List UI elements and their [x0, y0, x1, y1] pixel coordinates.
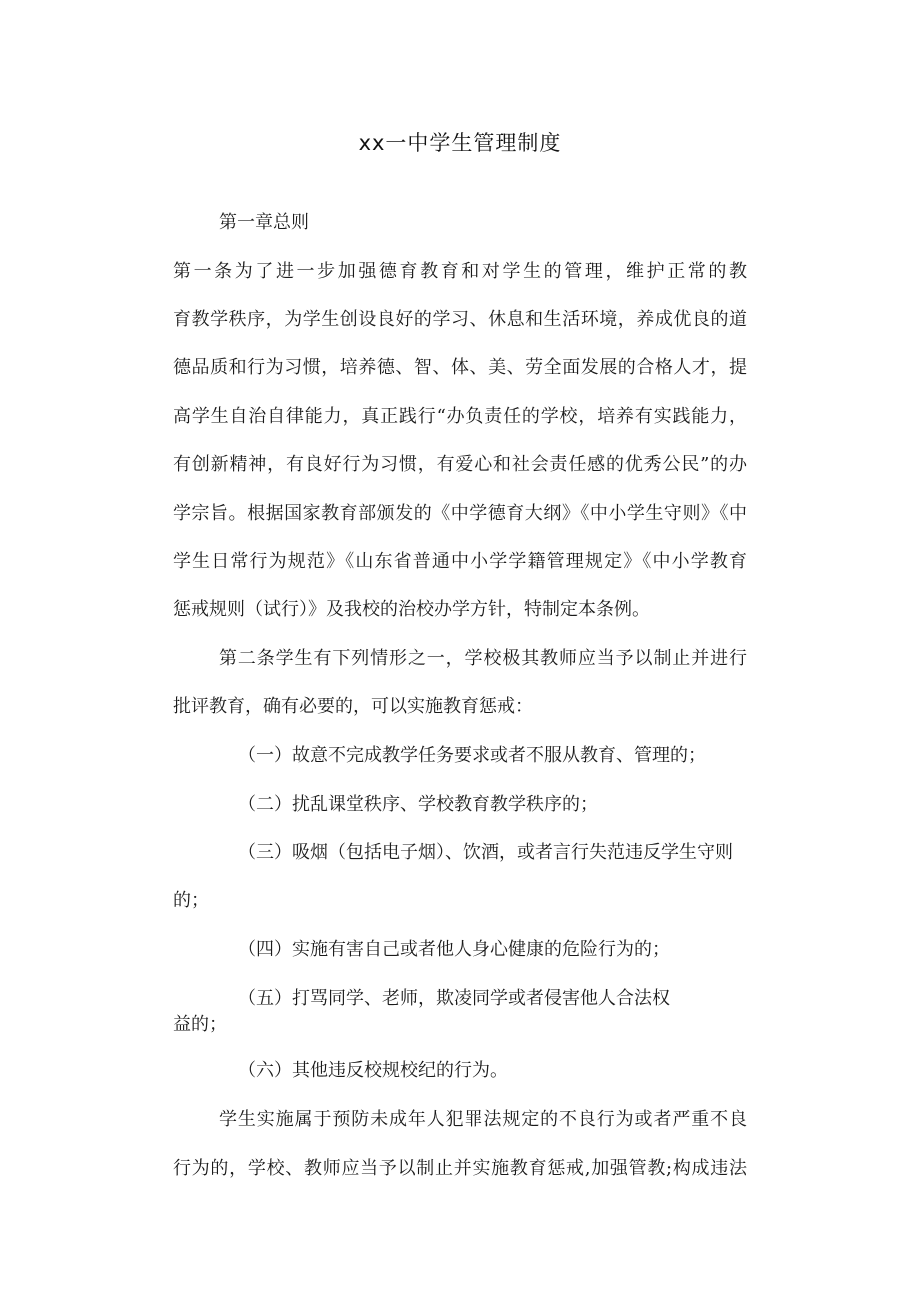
- document-title: xx一中学生管理制度: [358, 131, 562, 155]
- list-item: （三）吸烟（包括电子烟）、饮酒，或者言行失范违反学生守则: [238, 842, 733, 863]
- article-1-line: 学宗旨。根据国家教育部颁发的《中学德育大纲》《中小学生守则》《中: [173, 503, 747, 524]
- article-1-line: 惩戒规则（试行）》及我校的治校办学方针，特制定本条例。: [173, 599, 650, 620]
- article-2-line: 第二条学生有下列情形之一，学校极其教师应当予以制止并进行: [219, 648, 747, 669]
- article-2-line: 批评教育，确有必要的，可以实施教育惩戒：: [173, 696, 533, 717]
- list-item-continuation: 益的；: [173, 1014, 227, 1035]
- list-item-continuation: 的；: [173, 890, 209, 911]
- chapter-heading: 第一章总则: [219, 212, 309, 233]
- list-item: （五）打骂同学、老师，欺凌同学或者侵害他人合法权: [238, 988, 670, 1009]
- article-1-line: 育教学秩序，为学生创设良好的学习、休息和生活环境，养成优良的道: [173, 309, 747, 330]
- article-1-line: 德品质和行为习惯，培养德、智、体、美、劳全面发展的合格人才，提: [173, 357, 747, 378]
- list-item: （六）其他违反校规校纪的行为。: [238, 1060, 508, 1081]
- article-1-line: 有创新精神，有良好行为习惯，有爱心和社会责任感的优秀公民”的办: [173, 454, 747, 475]
- article-1-line: 高学生自治自律能力，真正践行“办负责任的学校，培养有实践能力，: [173, 406, 747, 427]
- closing-line: 学生实施属于预防未成年人犯罪法规定的不良行为或者严重不良: [219, 1109, 747, 1130]
- list-item: （一）故意不完成教学任务要求或者不服从教育、管理的；: [238, 745, 706, 766]
- article-1-line: 第一条为了进一步加强德育教育和对学生的管理，维护正常的教: [173, 261, 747, 282]
- article-1-line: 学生日常行为规范》《山东省普通中小学学籍管理规定》《中小学教育: [173, 551, 747, 572]
- closing-line: 行为的，学校、教师应当予以制止并实施教育惩戒,加强管教;构成违法: [173, 1158, 747, 1179]
- list-item: （二）扰乱课堂秩序、学校教育教学秩序的；: [238, 794, 598, 815]
- list-item: （四）实施有害自己或者他人身心健康的危险行为的；: [238, 939, 670, 960]
